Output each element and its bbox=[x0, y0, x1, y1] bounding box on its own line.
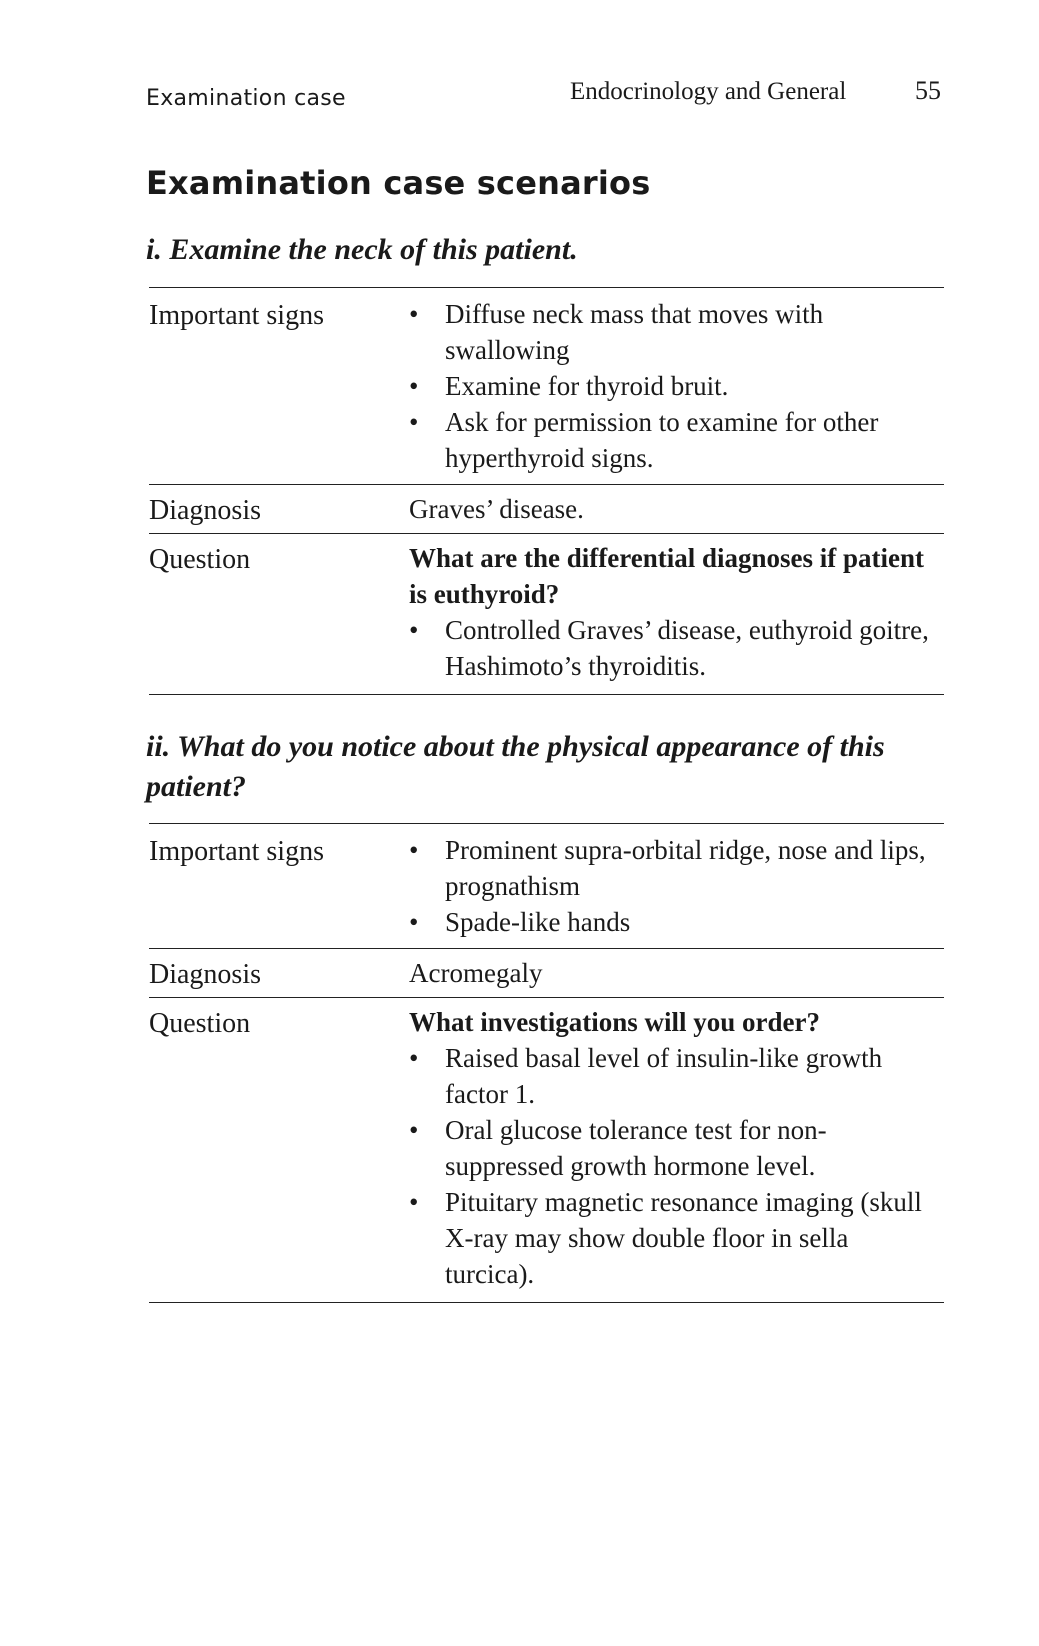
case-1-diagnosis-value: Graves’ disease. bbox=[409, 494, 584, 524]
case-2-table bbox=[149, 823, 944, 1303]
case-2-signs-list bbox=[409, 832, 944, 940]
list-item bbox=[409, 1040, 944, 1112]
case-2-answers-list bbox=[409, 1040, 944, 1292]
case-2-diagnosis-row bbox=[149, 949, 944, 998]
case-1-answers-list bbox=[409, 612, 944, 684]
list-item bbox=[409, 296, 944, 368]
list-item bbox=[409, 1112, 944, 1184]
sign-text: Examine for thyroid bruit. bbox=[445, 371, 729, 401]
section-title: Examination case scenarios bbox=[146, 164, 651, 202]
case-1-signs-content bbox=[409, 296, 944, 476]
case-1-question-text: What are the differential diagnoses if patient is euthyroid? bbox=[409, 543, 924, 609]
case-1-question-label: Question bbox=[149, 544, 251, 575]
sign-text: Diffuse neck mass that moves with swallowing bbox=[445, 299, 824, 365]
list-item bbox=[409, 832, 944, 904]
list-item bbox=[409, 1184, 944, 1292]
case-1-question-row bbox=[149, 534, 944, 695]
answer-text: Controlled Graves’ disease, euthyroid goitre, Hashimoto’s thyroiditis. bbox=[445, 615, 929, 681]
running-header-right: Endocrinology and General bbox=[570, 78, 847, 105]
bullet-icon: • bbox=[409, 1043, 419, 1073]
list-item bbox=[409, 368, 944, 404]
list-item bbox=[409, 904, 944, 940]
bullet-icon: • bbox=[409, 299, 419, 329]
running-header-left: Examination case bbox=[146, 86, 346, 111]
case-1-diagnosis-row bbox=[149, 485, 944, 534]
case-2-question-content bbox=[409, 1004, 944, 1292]
list-item bbox=[409, 404, 944, 476]
case-2-heading: ii. What do you notice about the physical appearance of this patient? bbox=[146, 730, 885, 803]
answer-text: Pituitary magnetic resonance imaging (skull X-ray may show double floor in sella turcica). bbox=[445, 1187, 922, 1289]
sign-text: Spade-like hands bbox=[445, 907, 631, 937]
case-1-signs-label: Important signs bbox=[149, 300, 324, 331]
case-2-diagnosis-label: Diagnosis bbox=[149, 959, 261, 990]
case-2-signs-row bbox=[149, 824, 944, 949]
answer-text: Oral glucose tolerance test for non-suppressed growth hormone level. bbox=[445, 1115, 827, 1181]
case-2-signs-content bbox=[409, 832, 944, 940]
bullet-icon: • bbox=[409, 907, 419, 937]
bullet-icon: • bbox=[409, 615, 419, 645]
sign-text: Prominent supra-orbital ridge, nose and lips, prognathism bbox=[445, 835, 926, 901]
case-1-diagnosis-label: Diagnosis bbox=[149, 495, 261, 526]
case-1-table bbox=[149, 287, 944, 695]
case-1-signs-list bbox=[409, 296, 944, 476]
bullet-icon: • bbox=[409, 407, 419, 437]
case-2-question-row bbox=[149, 998, 944, 1303]
page-number: 55 bbox=[915, 76, 941, 105]
bullet-icon: • bbox=[409, 835, 419, 865]
answer-text: Raised basal level of insulin-like growth factor 1. bbox=[445, 1043, 883, 1109]
case-2-diagnosis-value: Acromegaly bbox=[409, 958, 543, 988]
case-1-question-content bbox=[409, 540, 944, 684]
case-2-signs-label: Important signs bbox=[149, 836, 324, 867]
case-2-question-label: Question bbox=[149, 1008, 251, 1039]
bullet-icon: • bbox=[409, 371, 419, 401]
bullet-icon: • bbox=[409, 1187, 419, 1217]
case-1-signs-row bbox=[149, 288, 944, 485]
bullet-icon: • bbox=[409, 1115, 419, 1145]
case-1-heading: i. Examine the neck of this patient. bbox=[146, 233, 578, 266]
list-item bbox=[409, 612, 944, 684]
sign-text: Ask for permission to examine for other hyperthyroid signs. bbox=[445, 407, 879, 473]
case-2-question-text: What investigations will you order? bbox=[409, 1007, 821, 1037]
